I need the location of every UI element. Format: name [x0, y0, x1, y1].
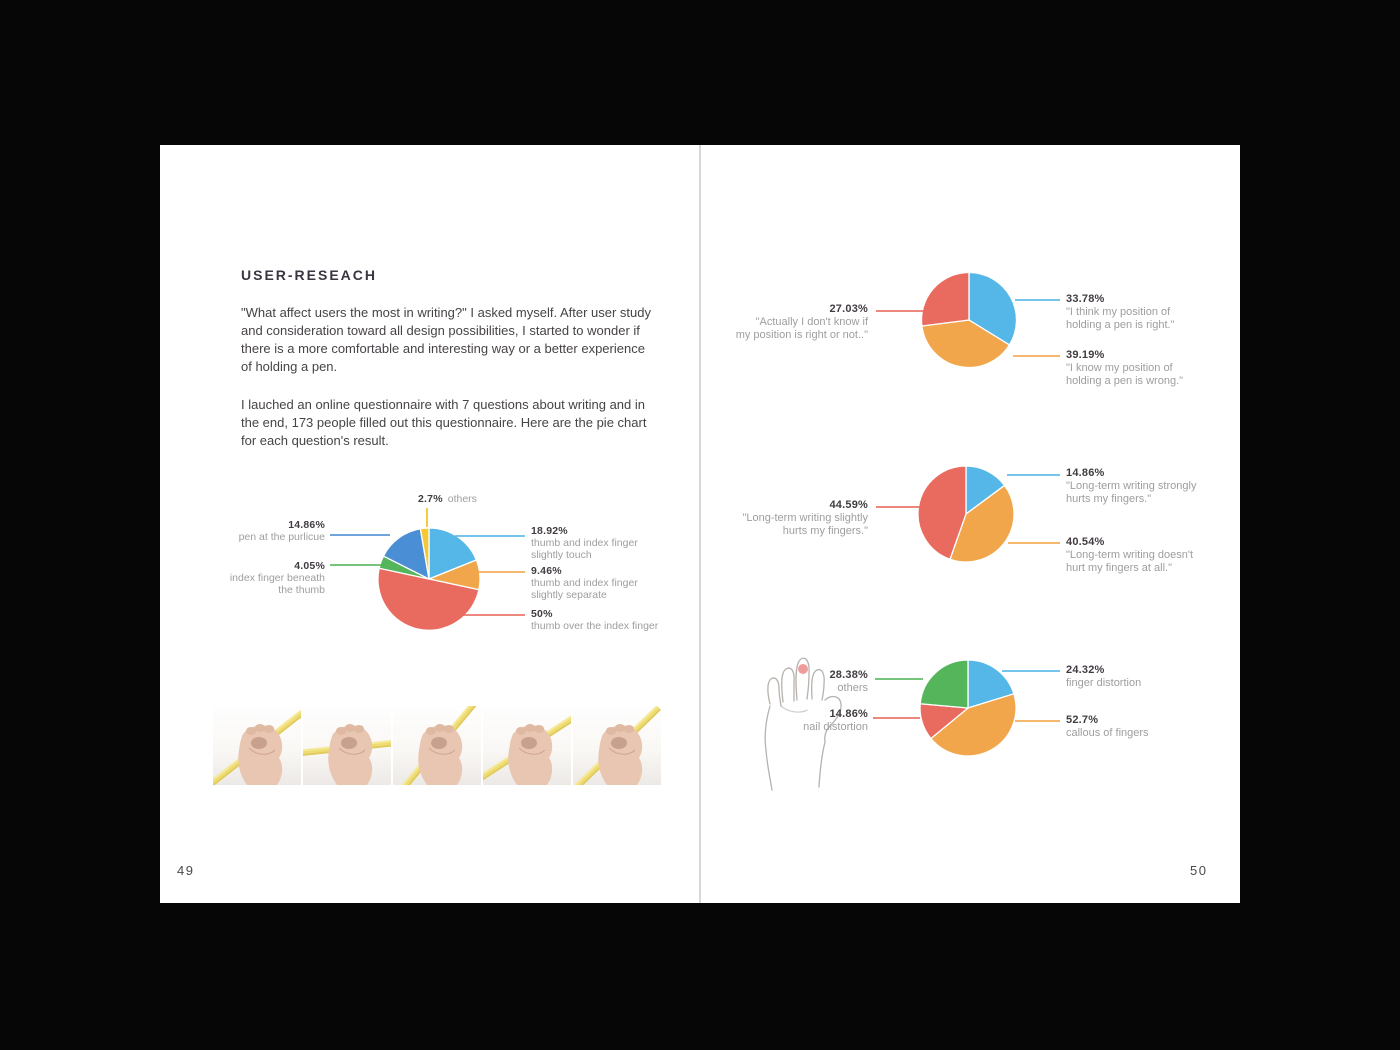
page-spine-divider: [699, 145, 701, 903]
pie-label-callous: 52.7% callous of fingers: [1066, 714, 1149, 739]
intro-paragraph-2: I lauched an online questionnaire with 7 questions about writing and in the end, 173 people filled out this questionnaire. Here are the pie chart for each question's result.: [241, 397, 647, 448]
pie-label-slightly-separate: 9.46% thumb and index finger slightly separate: [531, 565, 638, 601]
leader-line-yellow: [426, 508, 428, 527]
leader-line-red: [873, 717, 920, 719]
hand-grip-photo: [213, 706, 301, 785]
pie-chart-finger-damage: [916, 656, 1020, 760]
hand-grip-photo: [303, 706, 391, 785]
hand-grip-photo: [573, 706, 661, 785]
book-spread: [160, 145, 1240, 903]
leader-line-orange: [478, 571, 525, 573]
pie-label-position-right: 33.78% "I think my position of holding a pen is right.": [1066, 293, 1175, 331]
leader-line-blue: [455, 535, 525, 537]
leader-line-blue: [1015, 299, 1060, 301]
hand-grip-photo: [483, 706, 571, 785]
leader-line-green: [330, 564, 383, 566]
leader-line-orange: [1015, 720, 1060, 722]
pie-label-purlicue: 14.86% pen at the purlicue: [238, 519, 325, 543]
intro-paragraph-1: "What affect users the most in writing?" I asked myself. After user study and consideration toward all design possibilities, I started to wonder if there is a more comfortable and interesting way or a better experience of holding a pen.: [241, 305, 651, 374]
pie-label-strongly-hurts: 14.86% "Long-term writing strongly hurts my fingers.": [1066, 467, 1197, 505]
page-number-right: 50: [1190, 863, 1208, 878]
pie-label-dont-know: 27.03% "Actually I don't know if my position is right or not..": [735, 303, 868, 341]
leader-line-red: [460, 614, 525, 616]
pie-chart-writing-pain: [914, 462, 1018, 566]
pie-label-index-beneath: 4.05% index finger beneath the thumb: [229, 560, 325, 596]
hand-grip-photo: [393, 706, 481, 785]
pie-label-position-wrong: 39.19% "I know my position of holding a pen is wrong.": [1066, 349, 1184, 387]
leader-line-red: [876, 506, 920, 508]
pie-label-nail-distortion: 14.86% nail distortion: [803, 708, 868, 733]
leader-line-blue: [1002, 670, 1060, 672]
pie-label-thumb-over: 50% thumb over the index finger: [531, 608, 659, 632]
page-number-left: 49: [177, 863, 195, 878]
page-title: USER-RESEACH: [241, 267, 378, 283]
leader-line-red: [876, 310, 923, 312]
pie-slice: [920, 660, 968, 708]
pie-label-finger-distortion: 24.32% finger distortion: [1066, 664, 1142, 689]
pie-label-slightly-touch: 18.92% thumb and index finger slightly touch: [531, 525, 638, 561]
pie-label-others: 2.7% others: [418, 493, 477, 505]
pie-label-others: 28.38% others: [829, 669, 868, 694]
pie-slice: [922, 273, 969, 327]
pie-chart-position-awareness: [917, 268, 1021, 372]
leader-line-orange: [1008, 542, 1060, 544]
pie-label-slightly-hurts: 44.59% "Long-term writing slightly hurts my fingers.": [742, 499, 868, 537]
leader-line-green: [875, 678, 923, 680]
leader-line-blue: [1007, 474, 1060, 476]
leader-line-orange: [1013, 355, 1060, 357]
leader-line-darkblue: [330, 534, 390, 536]
pie-label-doesnt-hurt: 40.54% "Long-term writing doesn't hurt my fingers at all.": [1066, 536, 1194, 574]
pie-chart-grip-positions: [374, 524, 484, 634]
hand-photo-strip: [213, 706, 665, 786]
